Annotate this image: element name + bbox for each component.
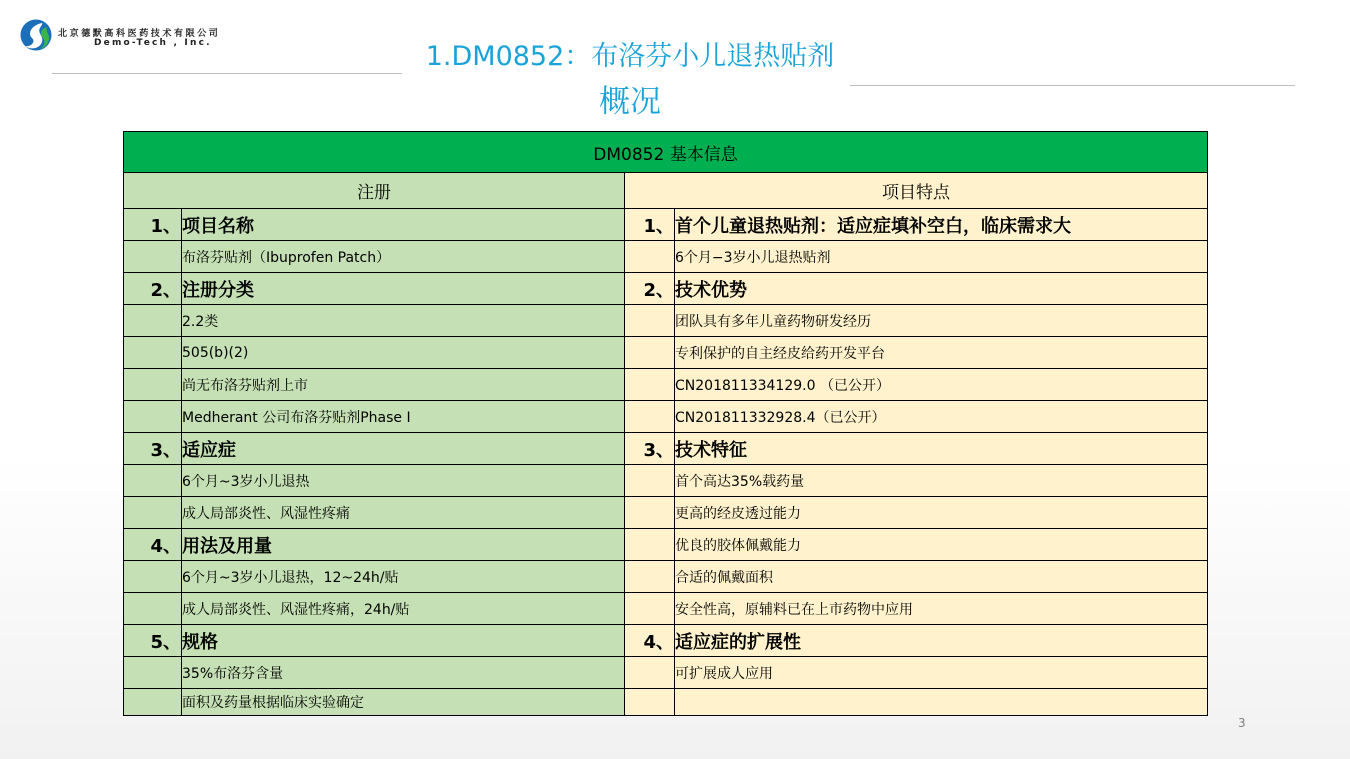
empty-cell xyxy=(625,465,675,497)
section-number: 2、 xyxy=(124,273,182,305)
table-section-row xyxy=(124,625,1208,657)
table-row xyxy=(124,241,1208,273)
table-row xyxy=(124,401,1208,433)
registration-item: 成人局部炎性、风湿性疼痛，24h/贴 xyxy=(182,593,625,625)
empty-cell xyxy=(625,337,675,369)
table-section-row xyxy=(124,433,1208,465)
table-row xyxy=(124,561,1208,593)
empty-cell xyxy=(625,241,675,273)
registration-item: 505(b)(2) xyxy=(182,337,625,369)
empty-cell xyxy=(124,241,182,273)
page-title: 1.DM0852：布洛芬小儿退热贴剂 xyxy=(425,41,835,72)
empty-cell xyxy=(124,305,182,337)
table-row xyxy=(124,337,1208,369)
table-row xyxy=(124,497,1208,529)
table-column-header-row xyxy=(124,173,1208,209)
table-section-row xyxy=(124,209,1208,241)
feature-item: 6个月−3岁小儿退热贴剂 xyxy=(675,241,1208,273)
company-name-cn: 北京德默高科医药技术有限公司 xyxy=(58,29,221,39)
empty-cell xyxy=(625,305,675,337)
feature-item: CN201811334129.0 （已公开） xyxy=(675,369,1208,401)
registration-item: 布洛芬贴剂（Ibuprofen Patch） xyxy=(182,241,625,273)
column-header-features: 项目特点 xyxy=(625,173,1208,209)
feature-item: 安全性高，原辅料已在上市药物中应用 xyxy=(675,593,1208,625)
section-heading: 用法及用量 xyxy=(182,529,625,561)
table-row xyxy=(124,305,1208,337)
empty-cell xyxy=(124,657,182,689)
empty-cell xyxy=(124,497,182,529)
page-subtitle: 概况 xyxy=(599,84,661,120)
empty-cell xyxy=(625,657,675,689)
table-row xyxy=(124,465,1208,497)
empty-cell xyxy=(625,401,675,433)
section-heading: 技术特征 xyxy=(675,433,1208,465)
section-heading: 技术优势 xyxy=(675,273,1208,305)
table-row xyxy=(124,657,1208,689)
section-heading: 适应症 xyxy=(182,433,625,465)
registration-item: 35%布洛芬含量 xyxy=(182,657,625,689)
section-number: 4、 xyxy=(625,625,675,657)
empty-cell xyxy=(124,369,182,401)
registration-item: 6个月~3岁小儿退热，12~24h/贴 xyxy=(182,561,625,593)
feature-item xyxy=(675,689,1208,716)
feature-item: 合适的佩戴面积 xyxy=(675,561,1208,593)
section-number: 2、 xyxy=(625,273,675,305)
empty-cell xyxy=(625,497,675,529)
table-title: DM0852 基本信息 xyxy=(124,132,1208,173)
company-name-en: Demo-Tech , Inc. xyxy=(94,38,212,48)
feature-item: 可扩展成人应用 xyxy=(675,657,1208,689)
page-number: 3 xyxy=(1238,716,1246,730)
section-heading: 注册分类 xyxy=(182,273,625,305)
section-number: 1、 xyxy=(124,209,182,241)
registration-item: 成人局部炎性、风湿性疼痛 xyxy=(182,497,625,529)
registration-item: Medherant 公司布洛芬贴剂Phase I xyxy=(182,401,625,433)
section-number: 3、 xyxy=(124,433,182,465)
registration-item: 2.2类 xyxy=(182,305,625,337)
section-number: 4、 xyxy=(124,529,182,561)
registration-item: 6个月~3岁小儿退热 xyxy=(182,465,625,497)
column-header-registration: 注册 xyxy=(124,173,625,209)
table-title-row xyxy=(124,132,1208,173)
empty-cell xyxy=(625,529,675,561)
feature-item: 首个高达35%载药量 xyxy=(675,465,1208,497)
section-heading: 首个儿童退热贴剂：适应症填补空白，临床需求大 xyxy=(675,209,1208,241)
empty-cell xyxy=(124,561,182,593)
basic-info-table xyxy=(123,131,1208,716)
registration-item: 尚无布洛芬贴剂上市 xyxy=(182,369,625,401)
feature-item: 专利保护的自主经皮给药开发平台 xyxy=(675,337,1208,369)
table-row xyxy=(124,593,1208,625)
section-heading: 规格 xyxy=(182,625,625,657)
empty-cell xyxy=(124,689,182,716)
feature-item: 团队具有多年儿童药物研发经历 xyxy=(675,305,1208,337)
empty-cell xyxy=(124,337,182,369)
section-number: 3、 xyxy=(625,433,675,465)
empty-cell xyxy=(124,593,182,625)
empty-cell xyxy=(124,465,182,497)
header-divider-left xyxy=(52,73,402,74)
feature-item: CN201811332928.4（已公开） xyxy=(675,401,1208,433)
feature-item: 更高的经皮透过能力 xyxy=(675,497,1208,529)
section-number: 1、 xyxy=(625,209,675,241)
empty-cell xyxy=(625,689,675,716)
table-row xyxy=(124,369,1208,401)
feature-item: 优良的胶体佩戴能力 xyxy=(675,529,1208,561)
section-heading: 项目名称 xyxy=(182,209,625,241)
table-row xyxy=(124,689,1208,716)
table-section-row xyxy=(124,273,1208,305)
empty-cell xyxy=(625,593,675,625)
empty-cell xyxy=(124,401,182,433)
empty-cell xyxy=(625,369,675,401)
section-heading: 适应症的扩展性 xyxy=(675,625,1208,657)
empty-cell xyxy=(625,561,675,593)
registration-item: 面积及药量根据临床实验确定 xyxy=(182,689,625,716)
section-number: 5、 xyxy=(124,625,182,657)
table-section-row xyxy=(124,529,1208,561)
